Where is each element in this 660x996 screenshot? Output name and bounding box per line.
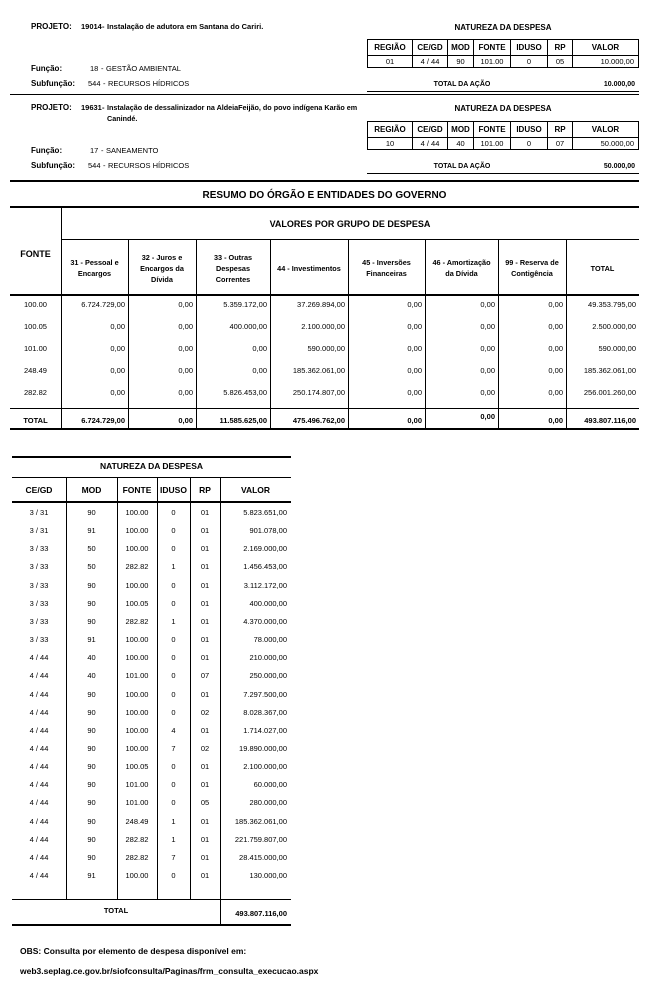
header-rp: RP bbox=[548, 122, 573, 138]
cell: 02 bbox=[200, 707, 210, 717]
cell: 100.05 bbox=[125, 598, 149, 608]
cell: 1 bbox=[171, 562, 176, 572]
subfuncao-name: RECURSOS HÍDRICOS bbox=[108, 79, 190, 88]
cell: 05 bbox=[200, 798, 210, 808]
cell: 90 bbox=[87, 816, 96, 826]
cell: 1 bbox=[171, 616, 176, 626]
value-cell: 5.359.172,00 bbox=[223, 300, 267, 309]
cell: 90 bbox=[87, 762, 96, 772]
natureza-col-header: CE/GD bbox=[25, 485, 53, 495]
natureza-table-2 bbox=[367, 121, 639, 150]
value-cell: 0,00 bbox=[548, 388, 563, 397]
fonte-cell: 101.00 bbox=[24, 344, 47, 353]
total-acao-value: 10.000,00 bbox=[603, 81, 635, 88]
resumo-col-header: 99 - Reserva de Contigência bbox=[505, 258, 559, 278]
cell: 90 bbox=[87, 834, 96, 844]
cell: 4 / 44 bbox=[413, 138, 448, 150]
cell: 01 bbox=[200, 508, 210, 517]
cell: 90 bbox=[87, 598, 96, 608]
cell: 01 bbox=[200, 635, 210, 645]
cell: 01 bbox=[200, 689, 210, 699]
cell: 280.000,00 bbox=[249, 798, 287, 808]
cell: 40 bbox=[87, 671, 96, 681]
fonte-cell: 282.82 bbox=[24, 388, 47, 397]
cell: 01 bbox=[200, 852, 210, 862]
header-regiao: REGIÃO bbox=[368, 122, 413, 138]
value-cell: 0,00 bbox=[252, 344, 267, 353]
cell: 2.169.000,00 bbox=[243, 544, 287, 554]
cell: 221.759.807,00 bbox=[234, 834, 287, 844]
project-desc: Instalação de adutora em Santana do Cariri. bbox=[107, 22, 264, 31]
value-cell: 5.826.453,00 bbox=[223, 388, 267, 397]
cell: 4 / 44 bbox=[29, 816, 49, 826]
total-acao-value: 50.000,00 bbox=[603, 163, 635, 170]
cell: 3.112.172,00 bbox=[243, 580, 287, 590]
total-cell: 0,00 bbox=[407, 416, 422, 425]
value-cell: 0,00 bbox=[178, 300, 193, 309]
valores-title: VALORES POR GRUPO DE DESPESA bbox=[269, 219, 431, 229]
value-cell: 0,00 bbox=[407, 388, 422, 397]
cell: 4 / 44 bbox=[29, 725, 49, 735]
fonte-cell: 248.49 bbox=[24, 366, 47, 375]
subfuncao-code: 544 bbox=[88, 161, 101, 170]
cell: 0 bbox=[171, 635, 176, 645]
cell: 01 bbox=[200, 653, 210, 663]
value-cell: 0,00 bbox=[178, 322, 193, 331]
cell: 91 bbox=[87, 871, 96, 880]
cell: 100.00 bbox=[125, 707, 149, 717]
cell: 01 bbox=[200, 598, 210, 608]
cell: 01 bbox=[200, 580, 210, 590]
header-mod: MOD bbox=[448, 122, 474, 138]
cell: 0 bbox=[171, 653, 176, 663]
cell: 28.415.000,00 bbox=[239, 852, 287, 862]
value-cell: 0,00 bbox=[548, 300, 563, 309]
cell: 78.000,00 bbox=[253, 635, 287, 645]
cell: 01 bbox=[200, 834, 210, 844]
cell: 0 bbox=[171, 671, 176, 681]
subfuncao-code: 544 bbox=[88, 79, 101, 88]
cell: 50.000,00 bbox=[573, 138, 639, 150]
cell: 101.00 bbox=[125, 780, 149, 790]
value-cell: 0,00 bbox=[548, 344, 563, 353]
cell: 4 / 44 bbox=[29, 671, 49, 681]
value-cell: 0,00 bbox=[178, 388, 193, 397]
cell: 0 bbox=[171, 508, 176, 517]
cell: 07 bbox=[200, 671, 210, 681]
cell: 8.028.367,00 bbox=[243, 707, 287, 717]
total-acao-label: TOTAL DA AÇÃO bbox=[433, 163, 491, 170]
value-cell: 0,00 bbox=[407, 344, 422, 353]
cell: 100.00 bbox=[125, 526, 149, 536]
natureza-title: NATUREZA DA DESPESA bbox=[454, 104, 552, 113]
value-cell: 400.000,00 bbox=[229, 322, 267, 331]
cell: 1 bbox=[171, 834, 176, 844]
value-cell: 2.500.000,00 bbox=[592, 322, 636, 331]
header-fonte: FONTE bbox=[474, 122, 511, 138]
cell: 101.00 bbox=[474, 56, 511, 68]
cell: 90 bbox=[87, 689, 96, 699]
cell: 100.05 bbox=[125, 762, 149, 772]
cell: 90 bbox=[87, 580, 96, 590]
cell: 4.370.000,00 bbox=[243, 616, 287, 626]
cell: 3 / 31 bbox=[29, 526, 49, 536]
cell: 400.000,00 bbox=[249, 598, 287, 608]
natureza-col-header: FONTE bbox=[122, 485, 152, 495]
cell: 185.362.061,00 bbox=[234, 816, 287, 826]
total-acao-label: TOTAL DA AÇÃO bbox=[433, 81, 491, 88]
cell: 282.82 bbox=[125, 834, 149, 844]
cell: 0 bbox=[171, 762, 176, 772]
cell: 4 / 44 bbox=[29, 871, 49, 880]
cell: 100.00 bbox=[125, 635, 149, 645]
cell: 7.297.500,00 bbox=[243, 689, 287, 699]
cell: 60.000,00 bbox=[253, 780, 287, 790]
cell: 01 bbox=[200, 816, 210, 826]
cell: 130.000,00 bbox=[249, 871, 287, 880]
total-cell: 0,00 bbox=[480, 412, 495, 421]
cell: 0 bbox=[171, 798, 176, 808]
cell: 10.000,00 bbox=[573, 56, 639, 68]
cell: 3 / 31 bbox=[29, 508, 49, 517]
value-cell: 185.362.061,00 bbox=[292, 366, 345, 375]
total-cell: 493.807.116,00 bbox=[584, 416, 636, 425]
cell: 3 / 33 bbox=[29, 544, 49, 554]
cell: 282.82 bbox=[125, 616, 149, 626]
value-cell: 0,00 bbox=[407, 300, 422, 309]
natureza-summary-title: NATUREZA DA DESPESA bbox=[99, 461, 204, 471]
resumo-col-header: 31 - Pessoal e Encargos bbox=[70, 258, 119, 278]
project-label: PROJETO: bbox=[31, 22, 72, 31]
natureza-table-1 bbox=[367, 39, 639, 68]
cell: 0 bbox=[171, 689, 176, 699]
cell: 01 bbox=[368, 56, 413, 68]
natureza-col-header: RP bbox=[199, 485, 211, 495]
cell: 01 bbox=[200, 526, 210, 536]
value-cell: 0,00 bbox=[252, 366, 267, 375]
cell: 10 bbox=[368, 138, 413, 150]
header-cegd: CE/GD bbox=[413, 40, 448, 56]
cell: 01 bbox=[200, 725, 210, 735]
cell: 101.00 bbox=[474, 138, 511, 150]
cell: 282.82 bbox=[125, 562, 149, 572]
value-cell: 0,00 bbox=[110, 322, 125, 331]
value-cell: 250.174.807,00 bbox=[292, 388, 345, 397]
subfuncao-label: Subfunção: bbox=[31, 79, 75, 88]
value-cell: 590.000,00 bbox=[598, 344, 636, 353]
cell: 0 bbox=[171, 598, 176, 608]
cell: 90 bbox=[448, 56, 474, 68]
cell: 01 bbox=[200, 562, 210, 572]
header-mod: MOD bbox=[448, 40, 474, 56]
fonte-header: FONTE bbox=[20, 249, 51, 259]
cell: 4 / 44 bbox=[29, 798, 49, 808]
header-iduso: IDUSO bbox=[511, 40, 548, 56]
cell: 100.00 bbox=[125, 871, 149, 880]
value-cell: 0,00 bbox=[480, 366, 495, 375]
value-cell: 0,00 bbox=[110, 344, 125, 353]
project-desc-line2: Canindé. bbox=[107, 114, 138, 123]
project-desc: Instalação de dessalinizador na AldeiaFeijão, do povo indígena Karão em bbox=[107, 103, 358, 112]
cell: 1.456.453,00 bbox=[243, 562, 287, 572]
cell: 90 bbox=[87, 707, 96, 717]
funcao-label: Função: bbox=[31, 146, 63, 155]
cell: 3 / 33 bbox=[29, 635, 49, 645]
value-cell: 0,00 bbox=[548, 366, 563, 375]
cell: 0 bbox=[171, 544, 176, 554]
project-code: 19631 bbox=[81, 103, 102, 112]
cell: 90 bbox=[87, 508, 96, 517]
cell: 3 / 33 bbox=[29, 580, 49, 590]
total-cell: 475.496.762,00 bbox=[292, 416, 345, 425]
cell: 90 bbox=[87, 798, 96, 808]
cell: 4 / 44 bbox=[29, 852, 49, 862]
cell: 101.00 bbox=[125, 798, 149, 808]
resumo-col-header: 33 - Outras Despesas Correntes bbox=[213, 252, 253, 284]
cell: 4 / 44 bbox=[29, 689, 49, 699]
value-cell: 0,00 bbox=[480, 300, 495, 309]
resumo-col-header: 32 - Juros e Encargos da Dívida bbox=[140, 252, 184, 284]
cell: 90 bbox=[87, 616, 96, 626]
funcao-code: 17 bbox=[90, 146, 99, 155]
cell: 90 bbox=[87, 852, 96, 862]
cell: 90 bbox=[87, 743, 96, 753]
cell: 0 bbox=[171, 871, 176, 880]
cell: 91 bbox=[87, 635, 96, 645]
cell: 901.078,00 bbox=[249, 526, 287, 536]
subfuncao-label: Subfunção: bbox=[31, 161, 75, 170]
cell: 100.00 bbox=[125, 689, 149, 699]
cell: 01 bbox=[200, 616, 210, 626]
resumo-col-header: 46 - Amortização da Dívida bbox=[432, 258, 491, 278]
funcao-name: SANEAMENTO bbox=[106, 146, 159, 155]
value-cell: 0,00 bbox=[548, 322, 563, 331]
cell: 40 bbox=[87, 653, 96, 663]
project-code: 19014 bbox=[81, 22, 102, 31]
obs-link[interactable]: web3.seplag.ce.gov.br/siofconsulta/Paginas/frm_consulta_execucao.aspx bbox=[20, 966, 319, 976]
cell: 4 / 44 bbox=[29, 707, 49, 717]
cell: 02 bbox=[200, 743, 210, 753]
cell: 100.00 bbox=[125, 653, 149, 663]
cell: 50 bbox=[87, 562, 96, 572]
cell: 5.823.651,00 bbox=[243, 508, 287, 517]
cell: 01 bbox=[200, 871, 210, 880]
resumo-col-header: 44 - Investimentos bbox=[277, 263, 341, 273]
cell: 210.000,00 bbox=[249, 653, 287, 663]
natureza-col-header: VALOR bbox=[240, 485, 271, 495]
funcao-label: Função: bbox=[31, 64, 63, 73]
value-cell: 0,00 bbox=[480, 344, 495, 353]
cell: 100.00 bbox=[125, 580, 149, 590]
value-cell: 0,00 bbox=[178, 344, 193, 353]
cell: 0 bbox=[511, 138, 548, 150]
header-rp: RP bbox=[548, 40, 573, 56]
total-cell: 0,00 bbox=[548, 416, 563, 425]
cell: 0 bbox=[171, 707, 176, 717]
header-cegd: CE/GD bbox=[413, 122, 448, 138]
cell: 01 bbox=[200, 762, 210, 772]
project-label: PROJETO: bbox=[31, 103, 72, 112]
cell: 0 bbox=[511, 56, 548, 68]
value-cell: 0,00 bbox=[178, 366, 193, 375]
resumo-title: RESUMO DO ÓRGÃO E ENTIDADES DO GOVERNO bbox=[202, 190, 447, 201]
header-valor: VALOR bbox=[573, 40, 639, 56]
header-iduso: IDUSO bbox=[511, 122, 548, 138]
cell: 250.000,00 bbox=[249, 671, 287, 681]
cell: 0 bbox=[171, 526, 176, 536]
cell: 01 bbox=[200, 780, 210, 790]
value-cell: 0,00 bbox=[407, 366, 422, 375]
obs-line1: OBS: Consulta por elemento de despesa disponível em: bbox=[20, 946, 247, 956]
cell: 4 / 44 bbox=[413, 56, 448, 68]
cell: 07 bbox=[548, 138, 573, 150]
value-cell: 0,00 bbox=[407, 322, 422, 331]
subfuncao-name: RECURSOS HÍDRICOS bbox=[108, 161, 190, 170]
cell: 100.00 bbox=[125, 544, 149, 554]
cell: 4 / 44 bbox=[29, 762, 49, 772]
resumo-col-header: 45 - Inversões Financeiras bbox=[362, 258, 411, 278]
natureza-col-header: IDUSO bbox=[160, 485, 187, 495]
total-cell: 11.585.625,00 bbox=[219, 416, 267, 425]
cell: 05 bbox=[548, 56, 573, 68]
value-cell: 0,00 bbox=[480, 322, 495, 331]
cell: 248.49 bbox=[125, 816, 149, 826]
cell: 3 / 33 bbox=[29, 598, 49, 608]
cell: 1 bbox=[171, 816, 176, 826]
value-cell: 590.000,00 bbox=[307, 344, 345, 353]
cell: 4 bbox=[171, 725, 176, 735]
value-cell: 49.353.795,00 bbox=[588, 300, 636, 309]
natureza-total-label: TOTAL bbox=[103, 906, 129, 915]
cell: 50 bbox=[87, 544, 96, 554]
cell: 100.00 bbox=[125, 743, 149, 753]
cell: 0 bbox=[171, 780, 176, 790]
value-cell: 256.001.260,00 bbox=[583, 388, 636, 397]
cell: 2.100.000,00 bbox=[243, 762, 287, 772]
funcao-name: GESTÃO AMBIENTAL bbox=[106, 64, 181, 73]
cell: 3 / 33 bbox=[29, 562, 49, 572]
cell: 4 / 44 bbox=[29, 653, 49, 663]
natureza-title: NATUREZA DA DESPESA bbox=[454, 23, 552, 32]
cell: 7 bbox=[171, 852, 176, 862]
header-regiao: REGIÃO bbox=[368, 40, 413, 56]
cell: 101.00 bbox=[125, 671, 149, 681]
cell: 01 bbox=[200, 544, 210, 554]
value-cell: 0,00 bbox=[110, 366, 125, 375]
cell: 91 bbox=[87, 526, 96, 536]
fonte-cell: 100.00 bbox=[24, 300, 47, 309]
value-cell: 6.724.729,00 bbox=[81, 300, 125, 309]
value-cell: 0,00 bbox=[110, 388, 125, 397]
resumo-col-header: TOTAL bbox=[590, 263, 615, 273]
value-cell: 0,00 bbox=[480, 388, 495, 397]
cell: 4 / 44 bbox=[29, 743, 49, 753]
cell: 90 bbox=[87, 725, 96, 735]
cell: 40 bbox=[448, 138, 474, 150]
value-cell: 2.100.000,00 bbox=[301, 322, 345, 331]
value-cell: 37.269.894,00 bbox=[297, 300, 345, 309]
cell: 282.82 bbox=[125, 852, 149, 862]
cell: 90 bbox=[87, 780, 96, 790]
fonte-cell: 100.05 bbox=[24, 322, 47, 331]
cell: 19.890.000,00 bbox=[239, 743, 287, 753]
funcao-code: 18 bbox=[90, 64, 99, 73]
value-cell: 185.362.061,00 bbox=[583, 366, 636, 375]
cell: 4 / 44 bbox=[29, 834, 49, 844]
header-fonte: FONTE bbox=[474, 40, 511, 56]
total-cell: 6.724.729,00 bbox=[81, 416, 125, 425]
cell: 3 / 33 bbox=[29, 616, 49, 626]
header-valor: VALOR bbox=[573, 122, 639, 138]
cell: 1.714.027,00 bbox=[243, 725, 287, 735]
natureza-col-header: MOD bbox=[81, 485, 102, 495]
cell: 100.00 bbox=[125, 508, 149, 517]
cell: 4 / 44 bbox=[29, 780, 49, 790]
natureza-total-value: 493.807.116,00 bbox=[235, 909, 287, 918]
cell: 0 bbox=[171, 580, 176, 590]
cell: 100.00 bbox=[125, 725, 149, 735]
total-label: TOTAL bbox=[23, 416, 48, 425]
cell: 7 bbox=[171, 743, 176, 753]
total-cell: 0,00 bbox=[178, 416, 193, 425]
